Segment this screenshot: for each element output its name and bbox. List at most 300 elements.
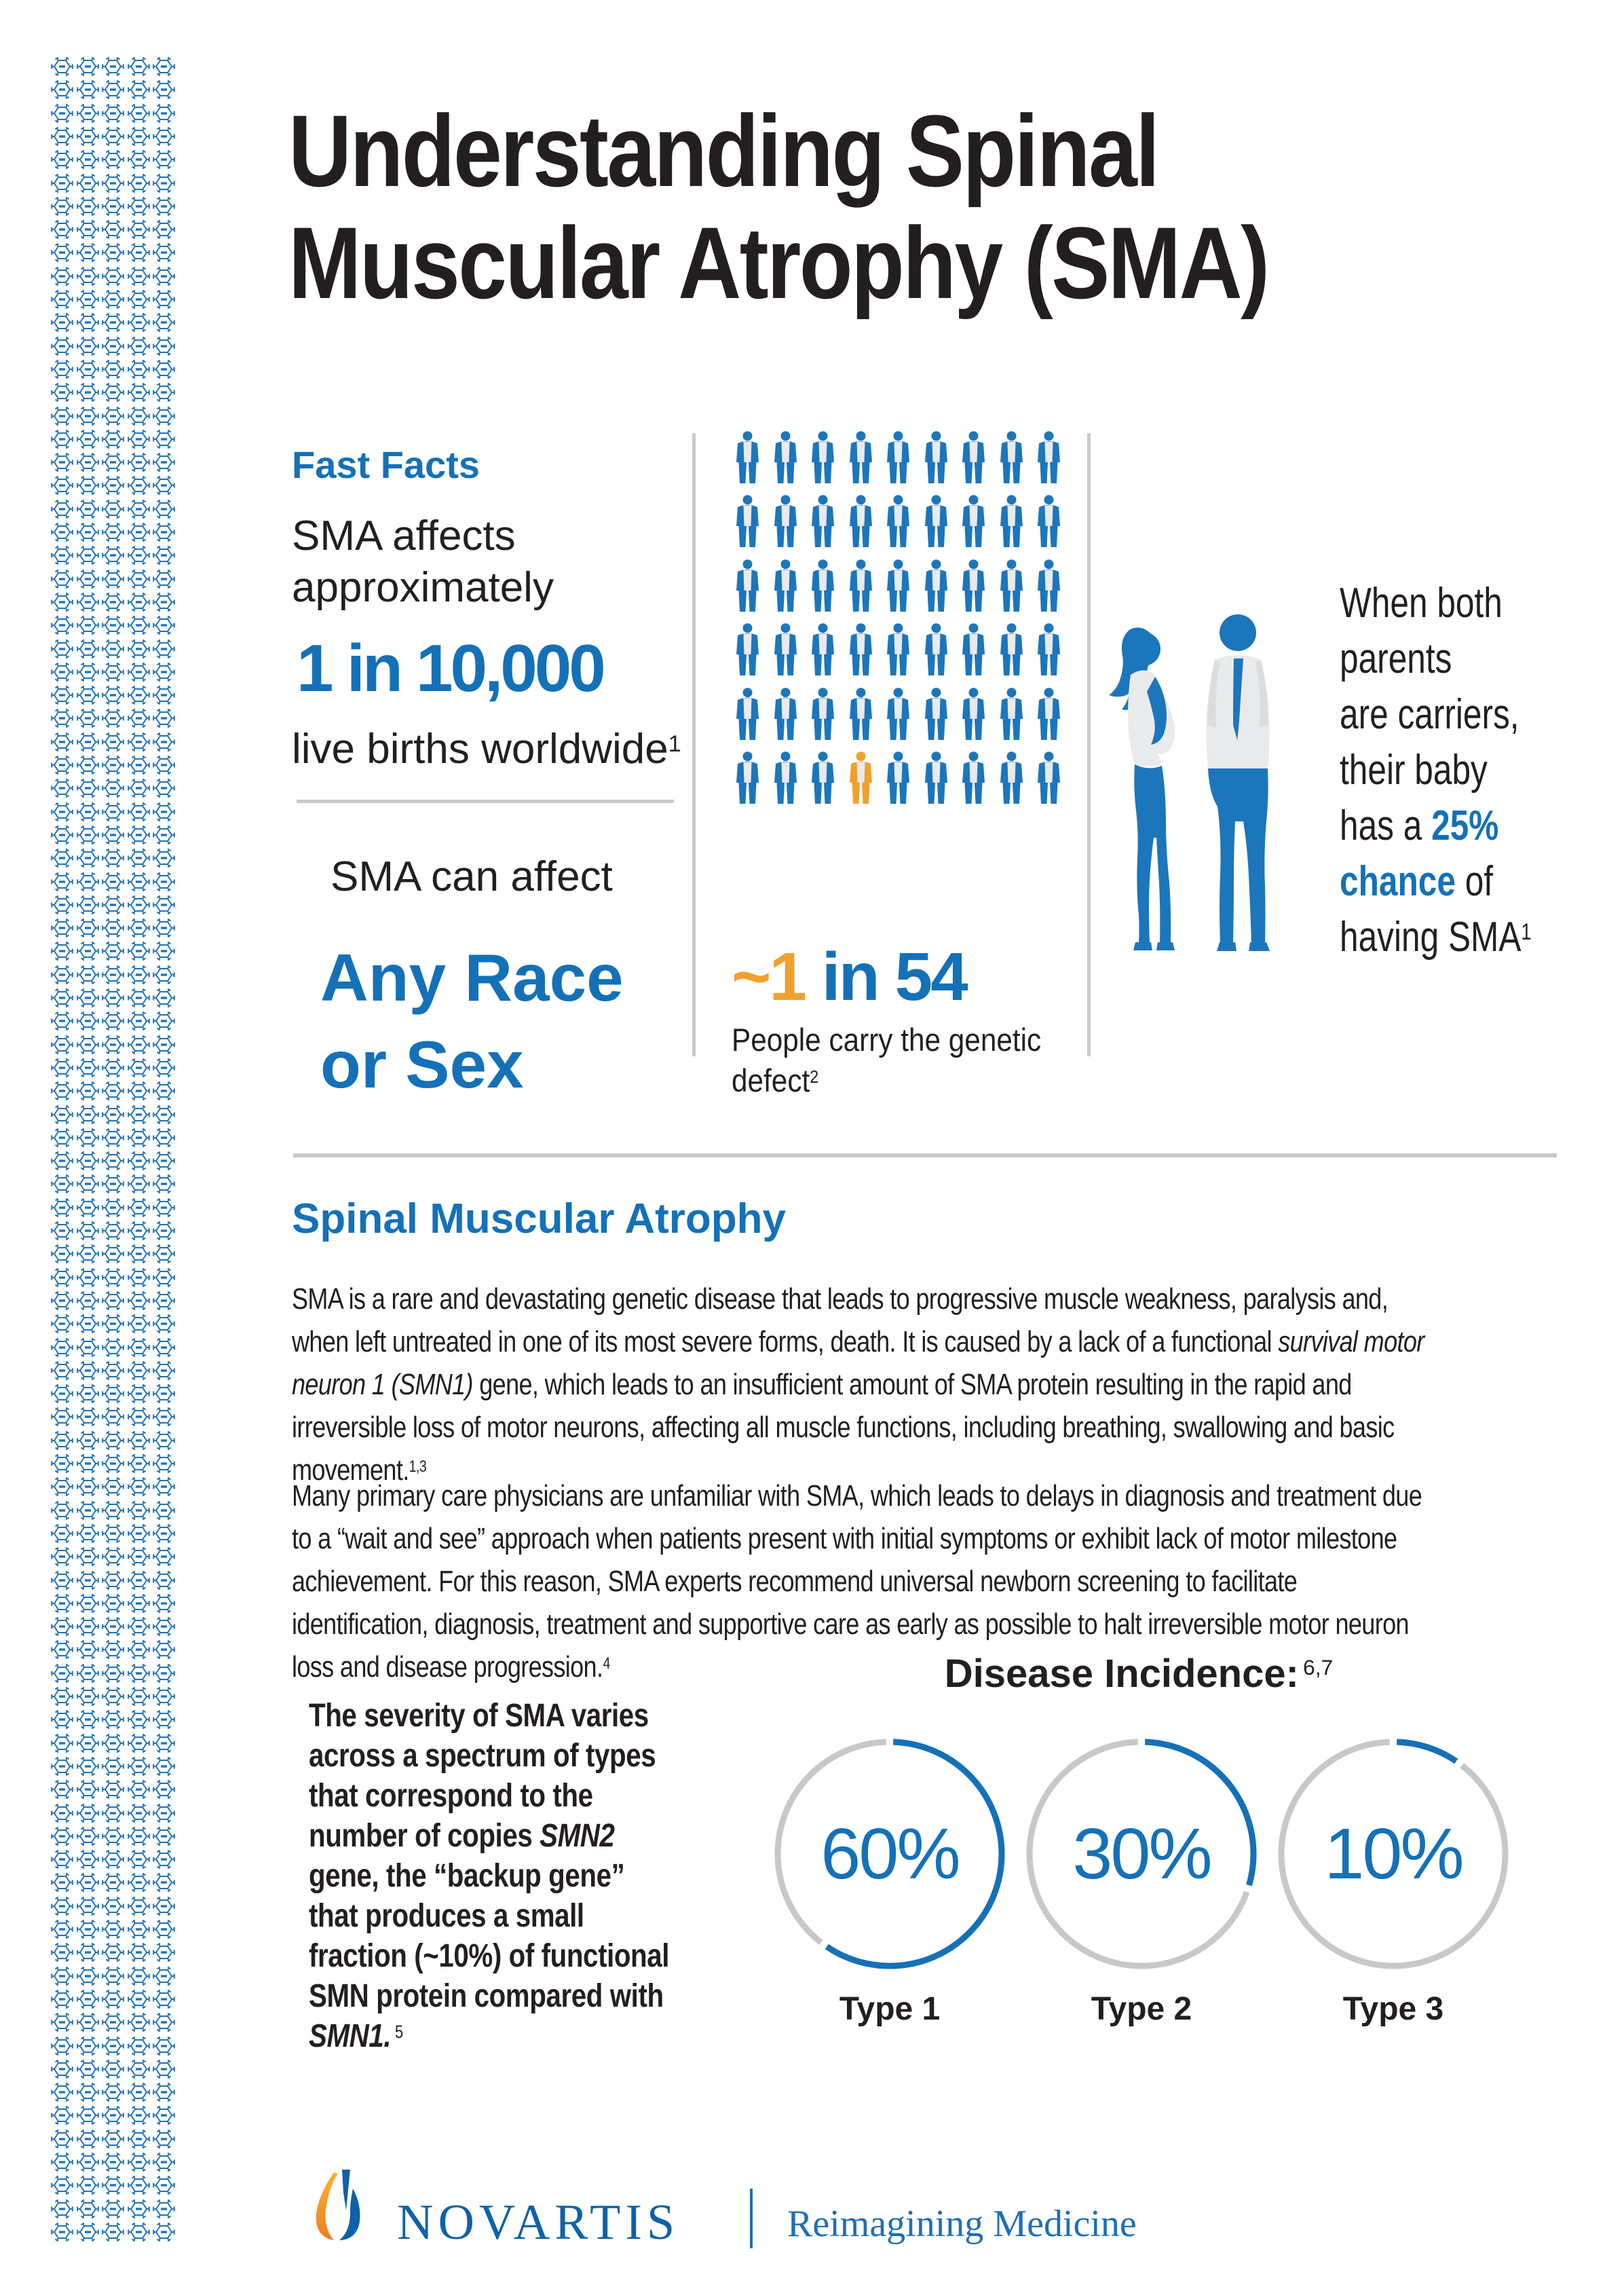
hex-neuron-icon xyxy=(51,1105,73,1124)
section-divider xyxy=(293,1153,1557,1157)
person-icon xyxy=(808,751,837,805)
person-icon xyxy=(771,431,800,485)
person-icon xyxy=(808,688,837,741)
hex-neuron-icon xyxy=(102,1431,124,1450)
text-segment: of xyxy=(1455,858,1494,905)
hex-neuron-icon xyxy=(51,197,73,216)
hex-neuron-icon xyxy=(77,942,99,961)
hex-neuron-icon xyxy=(77,2223,99,2242)
hex-neuron-icon xyxy=(128,127,150,146)
hex-neuron-icon xyxy=(102,1640,124,1659)
hex-neuron-icon xyxy=(128,1524,150,1543)
hex-neuron-icon xyxy=(153,2223,175,2242)
hex-neuron-icon xyxy=(51,2060,73,2079)
hex-neuron-icon xyxy=(102,1990,124,2009)
hex-neuron-icon xyxy=(51,1524,73,1543)
hex-neuron-icon xyxy=(77,127,99,146)
hex-neuron-icon xyxy=(77,1734,99,1753)
text-segment: 4 xyxy=(603,1654,610,1673)
hex-neuron-icon xyxy=(102,104,124,123)
hex-neuron-icon xyxy=(153,1850,175,1869)
carrier-stat xyxy=(732,938,966,1016)
hex-neuron-icon xyxy=(51,337,73,356)
hex-neuron-icon xyxy=(153,849,175,868)
person-icon xyxy=(846,431,875,485)
hex-neuron-icon xyxy=(77,476,99,495)
hex-neuron-icon xyxy=(153,2083,175,2102)
hex-neuron-icon xyxy=(51,1734,73,1753)
hex-neuron-icon xyxy=(77,430,99,449)
hex-neuron-icon xyxy=(77,1338,99,1357)
hex-neuron-icon xyxy=(51,1314,73,1333)
hex-neuron-icon xyxy=(77,2060,99,2079)
text-segment: 5 xyxy=(391,2021,403,2042)
person-icon xyxy=(1034,751,1063,805)
hex-neuron-icon xyxy=(77,1314,99,1333)
hex-neuron-icon xyxy=(77,1407,99,1426)
hex-neuron-icon xyxy=(102,1477,124,1496)
hex-neuron-icon xyxy=(77,104,99,123)
hex-neuron-icon xyxy=(102,756,124,775)
hex-neuron-icon xyxy=(128,1757,150,1776)
hex-neuron-icon xyxy=(77,1268,99,1287)
hex-neuron-icon xyxy=(128,732,150,751)
hex-neuron-icon xyxy=(128,1291,150,1310)
hex-neuron-icon xyxy=(77,1431,99,1450)
hex-neuron-icon xyxy=(102,1734,124,1753)
hex-neuron-icon xyxy=(128,1920,150,1939)
hex-neuron-icon xyxy=(51,1384,73,1403)
carrier-stat-caption xyxy=(732,1020,1041,1107)
hex-neuron-icon xyxy=(77,1477,99,1496)
person-icon xyxy=(846,623,875,677)
hex-neuron-icon xyxy=(128,243,150,262)
text-segment: Any Race xyxy=(320,940,624,1015)
hex-neuron-icon xyxy=(128,1151,150,1170)
person-icon xyxy=(922,623,951,677)
hex-neuron-icon xyxy=(77,2153,99,2172)
hex-neuron-icon xyxy=(51,1431,73,1450)
hex-neuron-icon xyxy=(102,453,124,472)
hex-neuron-icon xyxy=(77,965,99,984)
person-icon xyxy=(1034,688,1063,741)
hex-neuron-icon xyxy=(153,988,175,1007)
hex-neuron-icon xyxy=(77,1687,99,1706)
hex-neuron-icon xyxy=(51,1710,73,1729)
hex-neuron-icon xyxy=(102,2176,124,2195)
hex-neuron-icon xyxy=(77,243,99,262)
hex-neuron-icon xyxy=(153,1757,175,1776)
hex-neuron-icon xyxy=(102,1850,124,1869)
hex-neuron-icon xyxy=(102,2153,124,2172)
hex-neuron-icon xyxy=(51,988,73,1007)
hex-neuron-icon xyxy=(153,1361,175,1380)
hex-neuron-icon xyxy=(153,709,175,728)
hex-neuron-icon xyxy=(102,918,124,937)
donut-value-label: 10% xyxy=(1324,1813,1462,1894)
hex-neuron-icon xyxy=(102,1594,124,1613)
hex-neuron-icon xyxy=(77,1058,99,1077)
hex-neuron-icon xyxy=(77,1244,99,1263)
hex-neuron-icon xyxy=(102,290,124,309)
hex-neuron-icon xyxy=(153,1314,175,1333)
hex-neuron-icon xyxy=(102,2037,124,2056)
hex-neuron-icon xyxy=(128,407,150,426)
hex-neuron-icon xyxy=(153,1547,175,1566)
incidence-donut-charts xyxy=(774,1738,1513,2027)
hex-neuron-icon xyxy=(128,1594,150,1613)
person-icon xyxy=(884,559,913,613)
hex-neuron-icon xyxy=(51,523,73,542)
hex-neuron-icon xyxy=(51,1571,73,1590)
hex-neuron-icon xyxy=(153,1221,175,1240)
hex-neuron-icon xyxy=(102,383,124,402)
person-icon xyxy=(846,495,875,549)
hex-neuron-icon xyxy=(128,1547,150,1566)
text-segment: to a “wait and see” approach when patients present with initial symptoms or exhibit lack of motor milestone xyxy=(292,1522,1397,1555)
text-segment: 1,3 xyxy=(409,1457,427,1476)
hex-neuron-icon xyxy=(77,779,99,798)
hex-neuron-icon xyxy=(51,1454,73,1473)
hex-neuron-icon xyxy=(128,686,150,705)
text-segment: irreversible loss of motor neurons, affecting all muscle functions, including breathing, swallowing and basic xyxy=(292,1411,1395,1444)
person-icon xyxy=(922,431,951,485)
donut-chart-type-3 xyxy=(1277,1738,1509,2027)
hex-neuron-icon xyxy=(153,1967,175,1986)
hex-neuron-icon xyxy=(77,546,99,565)
hex-neuron-icon xyxy=(128,1664,150,1683)
hex-neuron-icon xyxy=(128,313,150,332)
hex-neuron-icon xyxy=(51,1058,73,1077)
hex-neuron-icon xyxy=(128,1221,150,1240)
person-icon xyxy=(997,751,1026,805)
hex-neuron-icon xyxy=(102,1524,124,1543)
person-icon xyxy=(959,688,988,741)
hex-neuron-icon xyxy=(102,1710,124,1729)
hex-neuron-icon xyxy=(51,1011,73,1030)
text-segment: has a xyxy=(1340,802,1432,849)
text-segment: 25% xyxy=(1431,802,1499,849)
person-icon xyxy=(884,495,913,549)
hex-neuron-icon xyxy=(102,570,124,589)
hex-neuron-icon xyxy=(153,570,175,589)
hex-neuron-icon xyxy=(77,2176,99,2195)
hex-neuron-icon xyxy=(128,1873,150,1892)
hex-neuron-icon xyxy=(77,453,99,472)
hex-neuron-icon xyxy=(153,593,175,612)
hex-neuron-icon xyxy=(77,313,99,332)
hex-neuron-icon xyxy=(153,1244,175,1263)
person-icon xyxy=(997,623,1026,677)
hex-neuron-icon xyxy=(153,150,175,169)
hex-neuron-icon xyxy=(153,1477,175,1496)
fast-facts-intro xyxy=(292,510,554,614)
hex-neuron-icon xyxy=(128,500,150,519)
hex-neuron-icon xyxy=(153,1174,175,1193)
text-segment: gene, the “backup gene” xyxy=(309,1858,625,1894)
hex-neuron-icon xyxy=(77,220,99,239)
hex-neuron-icon xyxy=(77,1990,99,2009)
hex-neuron-icon xyxy=(128,2106,150,2125)
hex-neuron-icon xyxy=(128,988,150,1007)
hex-neuron-icon xyxy=(102,1244,124,1263)
hex-neuron-icon xyxy=(153,1710,175,1729)
hex-neuron-icon xyxy=(102,1338,124,1357)
hex-neuron-icon xyxy=(77,639,99,658)
hex-neuron-icon xyxy=(153,104,175,123)
disease-incidence-title: Disease Incidence: xyxy=(944,1652,1299,1696)
hex-neuron-icon xyxy=(102,895,124,914)
hex-neuron-icon xyxy=(128,1710,150,1729)
hex-neuron-icon xyxy=(51,1477,73,1496)
hex-neuron-icon xyxy=(153,2013,175,2032)
hex-neuron-icon xyxy=(51,965,73,984)
hex-neuron-icon xyxy=(51,127,73,146)
hex-neuron-icon xyxy=(77,1920,99,1939)
hex-neuron-icon xyxy=(102,2060,124,2079)
hex-neuron-icon xyxy=(77,1967,99,1986)
hex-neuron-icon xyxy=(102,1780,124,1799)
hex-neuron-icon xyxy=(153,360,175,379)
hex-neuron-icon xyxy=(153,2037,175,2056)
text-segment: when left untreated in one of its most severe forms, death. It is caused by a lack of a functional xyxy=(292,1325,1279,1358)
hex-neuron-icon xyxy=(128,1174,150,1193)
hex-neuron-icon xyxy=(77,290,99,309)
hex-neuron-icon xyxy=(77,663,99,682)
hex-neuron-icon xyxy=(153,663,175,682)
hex-neuron-icon xyxy=(128,2037,150,2056)
hex-neuron-icon xyxy=(128,360,150,379)
person-icon xyxy=(733,751,762,805)
hex-neuron-icon xyxy=(102,267,124,286)
hex-neuron-icon xyxy=(51,407,73,426)
hex-neuron-icon xyxy=(102,430,124,449)
hex-neuron-icon xyxy=(128,872,150,891)
hex-neuron-icon xyxy=(102,1920,124,1939)
hex-neuron-icon xyxy=(102,616,124,635)
hex-neuron-icon xyxy=(128,965,150,984)
hex-neuron-icon xyxy=(102,2083,124,2102)
hex-neuron-icon xyxy=(153,127,175,146)
hex-neuron-icon xyxy=(102,593,124,612)
hex-neuron-icon xyxy=(128,779,150,798)
person-icon xyxy=(884,431,913,485)
hex-neuron-icon xyxy=(128,2176,150,2195)
hex-neuron-icon xyxy=(102,1827,124,1846)
person-icon xyxy=(733,431,762,485)
hex-neuron-icon xyxy=(153,1454,175,1473)
hex-neuron-icon xyxy=(153,639,175,658)
novartis-flame-icon xyxy=(312,2170,377,2240)
hex-neuron-icon xyxy=(102,663,124,682)
hex-neuron-icon xyxy=(128,1804,150,1823)
hex-neuron-icon xyxy=(102,802,124,821)
hex-neuron-icon xyxy=(102,1943,124,1962)
hex-neuron-icon xyxy=(153,1873,175,1892)
hex-neuron-icon xyxy=(77,1617,99,1636)
hex-neuron-icon xyxy=(128,220,150,239)
hex-neuron-icon xyxy=(51,1873,73,1892)
donut-category-label: Type 1 xyxy=(839,1991,941,2027)
hex-neuron-icon xyxy=(153,1617,175,1636)
hex-neuron-icon xyxy=(153,1804,175,1823)
person-icon xyxy=(884,751,913,805)
hex-neuron-icon xyxy=(77,1804,99,1823)
fast-facts-stat-caption xyxy=(292,725,681,773)
person-icon xyxy=(808,495,837,549)
hex-neuron-icon xyxy=(51,1081,73,1100)
parents-illustration xyxy=(1094,591,1298,961)
hex-neuron-icon xyxy=(77,1105,99,1124)
hex-neuron-icon xyxy=(77,1873,99,1892)
hex-neuron-icon xyxy=(77,523,99,542)
hex-neuron-icon xyxy=(51,267,73,286)
hex-neuron-icon xyxy=(153,1268,175,1287)
person-icon xyxy=(959,431,988,485)
hex-neuron-icon xyxy=(102,1011,124,1030)
person-icon xyxy=(959,623,988,677)
text-segment: SMN protein compared with xyxy=(309,1978,664,2014)
hex-neuron-icon xyxy=(128,1827,150,1846)
hex-neuron-icon xyxy=(77,570,99,589)
text-segment: identification, diagnosis, treatment and supportive care as early as possible to halt irreversible motor neuron xyxy=(292,1608,1409,1641)
hex-neuron-icon xyxy=(77,1128,99,1147)
hex-neuron-icon xyxy=(153,2106,175,2125)
hex-neuron-icon xyxy=(51,1035,73,1054)
hex-neuron-icon xyxy=(102,1967,124,1986)
hex-neuron-icon xyxy=(128,1850,150,1869)
hex-neuron-icon xyxy=(51,1501,73,1520)
hex-neuron-icon xyxy=(153,1687,175,1706)
text-segment: 1 xyxy=(1521,918,1532,945)
hex-neuron-icon xyxy=(77,1547,99,1566)
hex-neuron-icon xyxy=(153,383,175,402)
hex-neuron-icon xyxy=(51,453,73,472)
hex-neuron-icon xyxy=(153,1524,175,1543)
hex-neuron-icon xyxy=(153,2199,175,2218)
disease-incidence-heading xyxy=(762,1651,1515,1696)
hex-neuron-icon xyxy=(128,197,150,216)
hex-neuron-icon xyxy=(102,523,124,542)
text-segment: number of copies xyxy=(309,1818,540,1854)
hex-neuron-icon xyxy=(51,1687,73,1706)
hex-neuron-icon xyxy=(128,104,150,123)
hex-neuron-icon xyxy=(77,756,99,775)
hex-neuron-icon xyxy=(51,1407,73,1426)
text-segment: are carriers, xyxy=(1340,691,1519,738)
person-icon xyxy=(1034,623,1063,677)
donut-value-label: 60% xyxy=(820,1813,959,1894)
hex-neuron-icon xyxy=(102,1757,124,1776)
hex-neuron-icon xyxy=(153,756,175,775)
hex-neuron-icon xyxy=(77,709,99,728)
text-segment: movement. xyxy=(292,1453,409,1487)
hex-neuron-icon xyxy=(128,593,150,612)
hex-neuron-icon xyxy=(102,639,124,658)
hex-neuron-icon xyxy=(153,1501,175,1520)
hex-neuron-icon xyxy=(128,918,150,937)
text-segment: When both xyxy=(1340,580,1503,627)
hex-neuron-icon xyxy=(128,1454,150,1473)
hex-neuron-icon xyxy=(102,2106,124,2125)
hex-neuron-icon xyxy=(128,1640,150,1659)
hex-neuron-icon xyxy=(153,1384,175,1403)
hex-neuron-icon xyxy=(51,1757,73,1776)
hex-neuron-icon xyxy=(51,1640,73,1659)
hex-neuron-icon xyxy=(153,1035,175,1054)
text-segment: 1 xyxy=(668,730,681,757)
hex-neuron-icon xyxy=(128,1105,150,1124)
hex-neuron-icon xyxy=(77,988,99,1007)
text-segment: in 54 xyxy=(805,939,966,1015)
hex-neuron-icon xyxy=(77,1640,99,1659)
hex-neuron-icon xyxy=(102,546,124,565)
hex-neuron-icon xyxy=(102,2199,124,2218)
hex-neuron-icon xyxy=(51,1920,73,1939)
text-segment: their baby xyxy=(1340,747,1488,794)
hex-neuron-icon xyxy=(153,1640,175,1659)
person-icon xyxy=(959,495,988,549)
hex-neuron-icon xyxy=(77,732,99,751)
text-segment: live births worldwide xyxy=(292,726,668,773)
hex-neuron-icon xyxy=(77,1664,99,1683)
hex-neuron-icon xyxy=(102,1547,124,1566)
hex-neuron-icon xyxy=(77,2199,99,2218)
person-icon xyxy=(1034,431,1063,485)
hex-neuron-icon xyxy=(128,1244,150,1263)
hex-neuron-icon xyxy=(77,872,99,891)
hex-neuron-icon xyxy=(51,383,73,402)
hex-neuron-icon xyxy=(77,1943,99,1962)
hex-neuron-icon xyxy=(51,104,73,123)
hex-neuron-icon xyxy=(102,1571,124,1590)
hex-neuron-icon xyxy=(153,2130,175,2149)
hex-neuron-icon xyxy=(77,383,99,402)
text-segment: Many primary care physicians are unfamiliar with SMA, which leads to delays in diagnosis and treatment due xyxy=(292,1479,1422,1512)
hex-neuron-icon xyxy=(128,1058,150,1077)
person-icon xyxy=(922,688,951,741)
text-segment: survival motor xyxy=(1278,1325,1424,1358)
person-icon xyxy=(846,751,875,805)
hex-neuron-icon xyxy=(77,1897,99,1916)
about-paragraph-1 xyxy=(292,1278,1424,1496)
donut-chart-type-2 xyxy=(1025,1738,1258,2027)
hex-neuron-icon xyxy=(153,500,175,519)
hex-neuron-icon xyxy=(128,849,150,868)
hex-neuron-icon xyxy=(51,1244,73,1263)
hex-neuron-icon xyxy=(102,872,124,891)
novartis-tagline: Reimagining Medicine xyxy=(787,2203,1137,2245)
hex-neuron-icon xyxy=(102,407,124,426)
hex-neuron-icon xyxy=(77,1524,99,1543)
hex-neuron-icon xyxy=(77,1850,99,1869)
hex-neuron-icon xyxy=(128,80,150,99)
text-segment: People carry the genetic xyxy=(732,1022,1042,1058)
hex-neuron-icon xyxy=(51,360,73,379)
hex-neuron-icon xyxy=(51,616,73,635)
hex-neuron-icon xyxy=(51,639,73,658)
hex-neuron-icon xyxy=(128,2060,150,2079)
hex-neuron-icon xyxy=(51,290,73,309)
hex-neuron-icon xyxy=(153,1571,175,1590)
text-segment: neuron 1 (SMN1) xyxy=(292,1368,473,1401)
hex-neuron-icon xyxy=(128,2083,150,2102)
hex-neuron-icon xyxy=(51,663,73,682)
hex-neuron-icon xyxy=(51,546,73,565)
hex-neuron-icon xyxy=(153,1058,175,1077)
hex-neuron-icon xyxy=(51,1198,73,1217)
vertical-divider-1 xyxy=(692,433,696,1056)
